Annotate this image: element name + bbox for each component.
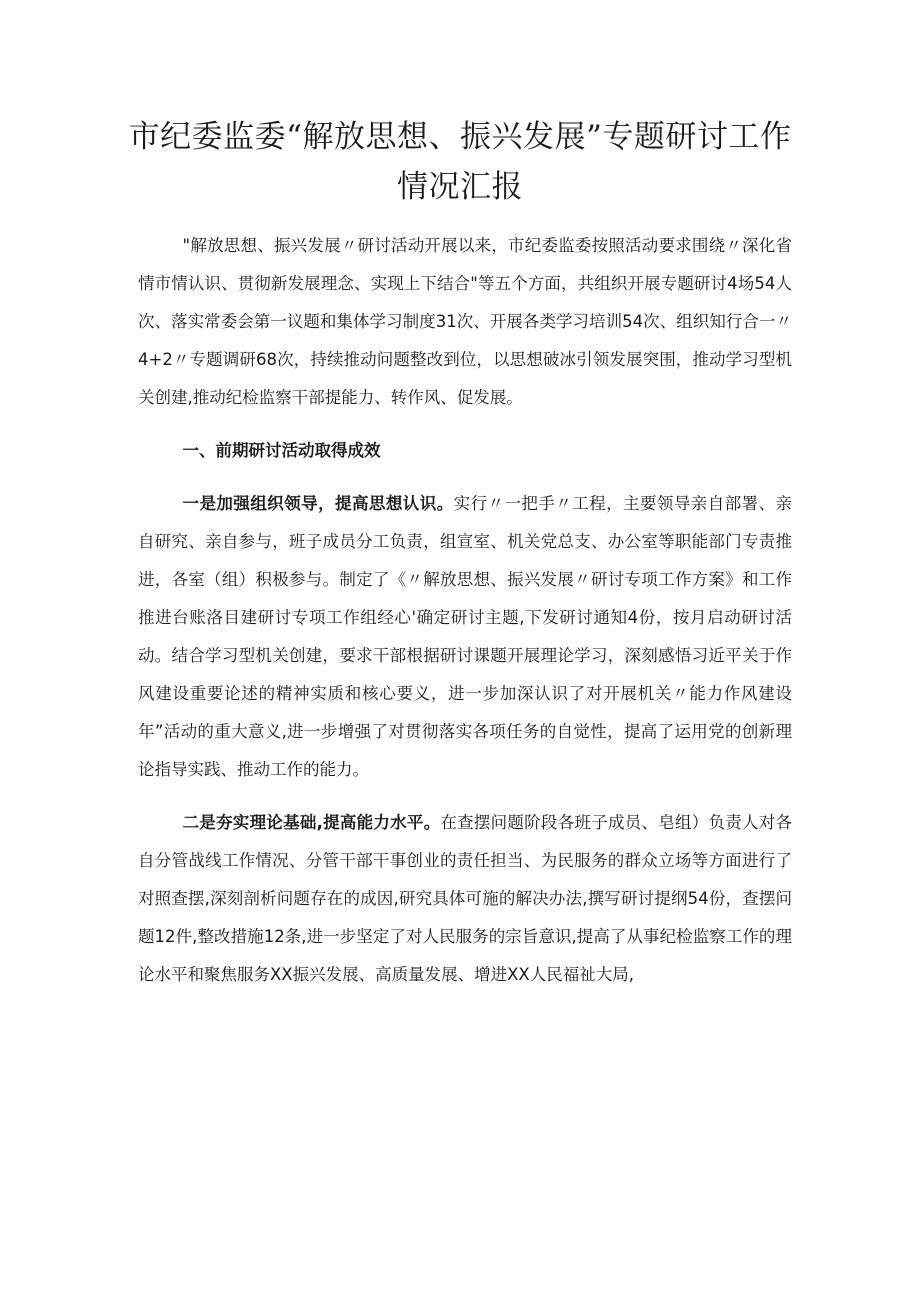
paragraph-2 <box>138 804 792 994</box>
paragraph-1-body: 实行〃一把手〃工程，主要领导亲自部署、亲自研究、亲自参与，班子成员分工负责，组宣室、机关党总支、办公室等职能部门专责推进，各室（组）积极参与。制定了《〃解放思想、振兴发展〃研讨专项工作方案》和工作推进台账洛目建研讨专项工作组经心'确定研讨主题,下发研讨通知4份，按月启动研讨活动。结合学习型机关创建，要求干部根据研讨课题开展理论学习，深刻感悟习近平关于作风建设重要论述的精神实质和核心要义，进一步加深认识了对开展机关〃能力作风建设年”活动的重大意义,进一步增强了对贯彻落实各项任务的自觉性，提高了运用党的创新理论指导实践、推动工作的能力。 <box>138 494 793 779</box>
document-title: 市纪委监委“解放思想、振兴发展”专题研讨工作情况汇报 <box>128 119 792 205</box>
intro-paragraph: "解放思想、振兴发展〃研讨活动开展以来，市纪委监委按照活动要求围绕〃深化省情市情认识、贯彻新发展理念、实现上下结合"等五个方面，共组织开展专题研讨4场54人次、落实常委会第一议题和集体学习制度31次、开展各类学习培训54次、组织知行合一〃4+2〃专题调研68次，持续推动问题整改到位，以思想破冰引领发展突围，推动学习型机关创建,推动纪检监察干部提能力、转作风、促发展。 <box>138 236 792 407</box>
section-heading: 一、前期研讨活动取得成效 <box>182 441 381 460</box>
paragraph-2-body: 在查摆问题阶段各班子成员、皂组）负责人对各自分管战线工作情况、分管干部干事创业的责任担当、为民服务的群众立场等方面进行了对照查摆,深刻剖析问题存在的成因,研究具体可施的解决办法,撰写研讨提纲54份，查摆问题12件,整改措施12条,进一步坚定了对人民服务的宗旨意识,提高了从事纪检监察工作的理论水平和聚焦服务XX振兴发展、高质量发展、增进XX人民福祉大局, <box>138 813 793 984</box>
paragraph-1-lead: 一是加强组织领导，提高思想认识。 <box>182 494 454 513</box>
paragraph-1 <box>138 485 792 789</box>
paragraph-2-lead: 二是夯实理论基础,提高能力水平。 <box>182 813 441 832</box>
document-body <box>138 227 792 1009</box>
